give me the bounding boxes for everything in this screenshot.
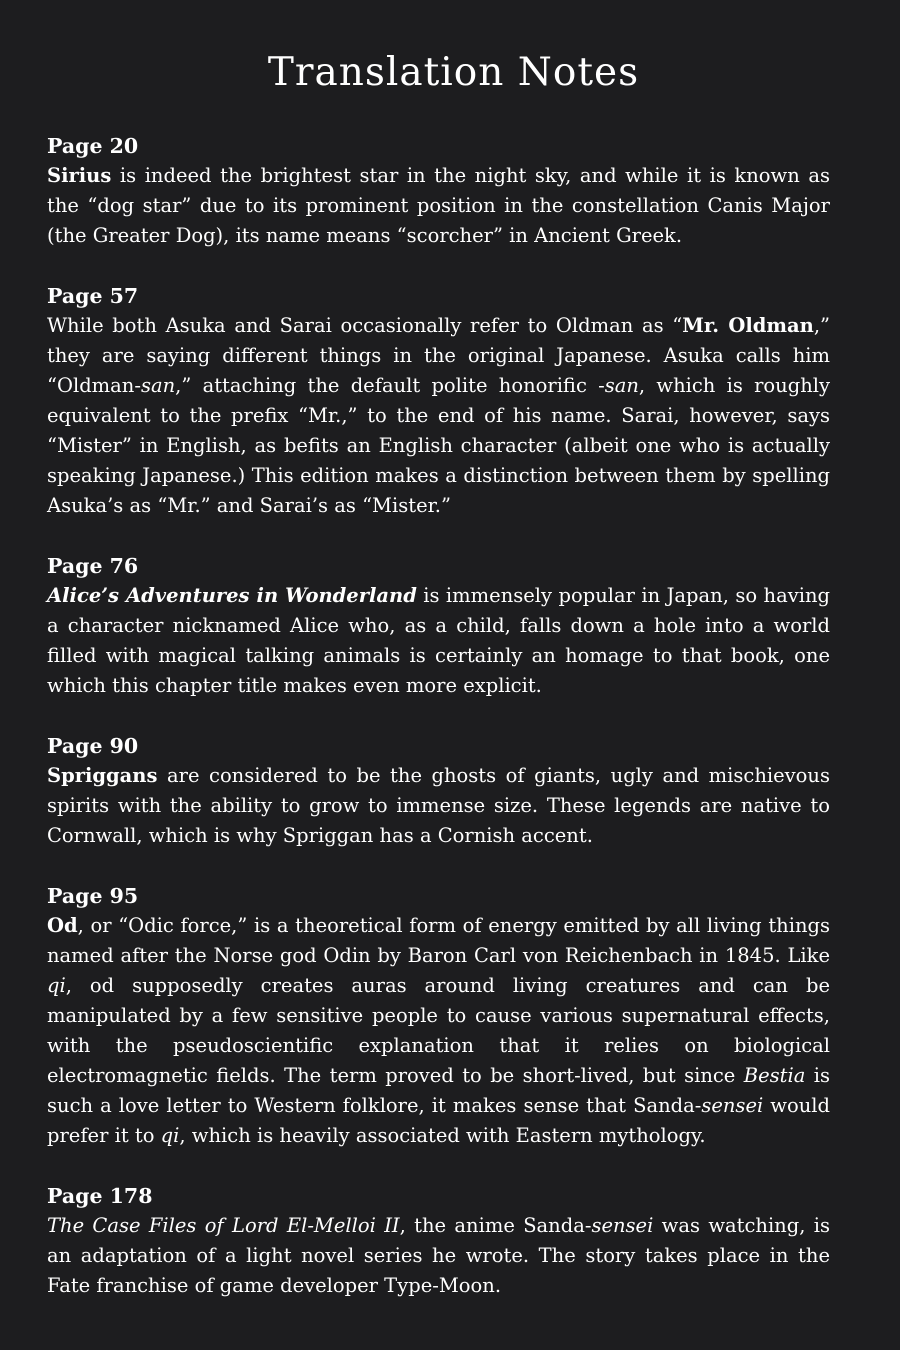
note-entry [47,281,830,521]
note-text-segment: is immensely popular in Japan, so having a character nicknamed Alice who, as a child, falls down a hole into a world filled with magical talking animals is certainly an homage to that book, one which this chapter title makes even more explicit. [47,584,830,697]
note-text [47,581,830,701]
note-text-segment: sensei [591,1214,654,1237]
note-entry [47,551,830,701]
note-text [47,311,830,521]
note-text-segment: are considered to be the ghosts of giants, ugly and mischievous spirits with the ability to grow to immense size. These legends are native to Cornwall, which is why Spriggan has a Cornish accent. [47,764,830,847]
note-text-segment: , od supposedly creates auras around living creatures and can be manipulated by a few sensitive people to cause various supernatural effects, with the pseudoscientific explanation that it relies on biological electromagnetic fields. The term proved to be short-lived, but since [47,974,830,1087]
note-text-segment: Alice’s Adventures in Wonderland [47,584,417,607]
note-text-segment: would prefer it to [47,1094,830,1147]
note-text [47,161,830,251]
note-text-segment: Sirius [47,164,112,187]
note-text [47,911,830,1151]
note-page-heading: Page 178 [47,1184,153,1208]
note-text-segment: sensei [701,1094,764,1117]
note-text-segment: While both Asuka and Sarai occasionally refer to Oldman as “ [47,314,683,337]
note-text-segment: is indeed the brightest star in the night sky, and while it is known as the “dog star” due to its prominent position in the constellation Canis Major (the Greater Dog), its name means “scorcher” in Ancient Greek. [47,164,830,247]
note-text-segment: qi [47,974,66,997]
note-entry [47,731,830,851]
note-text-segment: is such a love letter to Western folklore, it makes sense that Sanda- [47,1064,830,1117]
note-page-heading: Page 90 [47,734,139,758]
note-text-segment: qi [160,1124,180,1147]
note-text-segment: san [604,374,639,397]
note-entry [47,881,830,1151]
note-entry [47,1181,830,1301]
page-title: Translation Notes [267,50,640,95]
note-text-segment: , which is heavily associated with Eastern mythology. [179,1124,706,1147]
note-text-segment: Bestia [743,1064,806,1087]
note-page-heading: Page 57 [47,284,139,308]
note-page-heading: Page 76 [47,554,139,578]
note-text-segment: , or “Odic force,” is a theoretical form of energy emitted by all living things named after the Norse god Odin by Baron Carl von Reichenbach in 1845. Like [47,914,830,967]
note-text-segment: The Case Files of Lord El-Melloi II [47,1214,400,1237]
note-entry [47,131,830,251]
note-page-heading: Page 20 [47,134,139,158]
note-text-segment: Mr. Oldman [682,314,814,337]
note-text-segment: Od [47,914,78,937]
note-text-segment: san [140,374,176,397]
notes-list [47,131,830,1301]
note-text-segment: , the anime Sanda- [399,1214,592,1237]
note-text-segment: was watching, is an adaptation of a light novel series he wrote. The story takes place in the Fate franchise of game developer Type-Moon. [47,1214,830,1297]
note-text-segment: ,” attaching the default polite honorific - [175,374,605,397]
note-text-segment: Spriggans [47,764,158,787]
note-text [47,1211,830,1301]
note-text-segment: ,” they are saying different things in the original Japanese. Asuka calls him “Oldman- [47,314,830,397]
note-page-heading: Page 95 [47,884,139,908]
note-text-segment: , which is roughly equivalent to the prefix “Mr.,” to the end of his name. Sarai, however, says “Mister” in English, as befits an English character (albeit one who is actually speaking Japanese.) This edition makes a distinction between them by spelling Asuka’s as “Mr.” and Sarai’s as “Mister.” [47,374,831,517]
note-text [47,761,830,851]
